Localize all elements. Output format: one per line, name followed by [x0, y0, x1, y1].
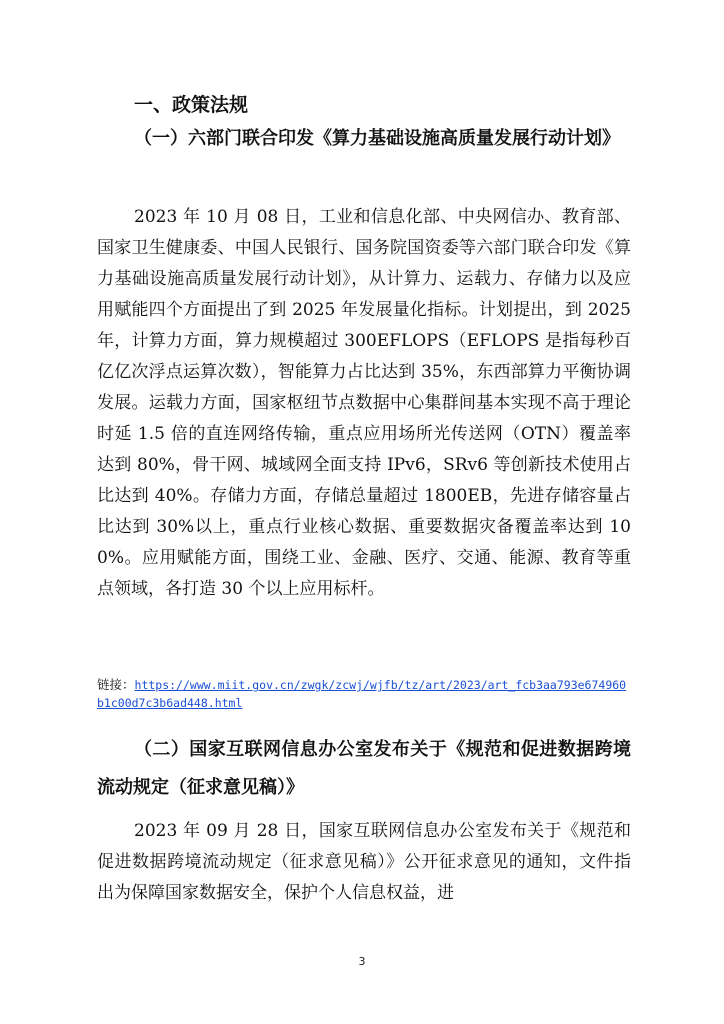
item-1-link-line	[97, 676, 631, 712]
link-label: 链接：	[97, 677, 135, 692]
page-number: 3	[358, 955, 366, 968]
item-1-link[interactable]: https://www.miit.gov.cn/zwgk/zcwj/wjfb/tz/art/2023/art_fcb3aa793e674960b1c00d7c3b6ad448.html	[97, 678, 627, 710]
item-1-heading: （一）六部门联合印发《算力基础设施高质量发展行动计划》	[134, 128, 620, 149]
item-2-heading: （二）国家互联网信息办公室发布关于《规范和促进数据跨境流动规定（征求意见稿）》	[97, 739, 631, 798]
section-title: 一、政策法规	[134, 94, 249, 116]
item-1-paragraph: 2023 年 10 月 08 日，工业和信息化部、中央网信办、教育部、国家卫生健康委、中国人民银行、国务院国资委等六部门联合印发《算力基础设施高质量发展行动计划》，从计算力、运载力、存储力以及应用赋能四个方面提出了到 2025 年发展量化指标。计划提出，到 2025 年，计算力方面，算力规模超过 300EFLOPS（EFLOPS 是指每秒百亿亿次浮点运算次数），智能算力占比达到 35%，东西部算力平衡协调发展。运载力方面，国家枢纽节点数据中心集群间基本实现不高于理论时延 1.5 倍的直连网络传输，重点应用场所光传送网（OTN）覆盖率达到 80%，骨干网、城域网全面支持 IPv6，SRv6 等创新技术使用占比达到 40%。存储力方面，存储总量超过 1800EB，先进存储容量占比达到 30%以上，重点行业核心数据、重要数据灾备覆盖率达到 100%。应用赋能方面，围绕工业、金融、医疗、交通、能源、教育等重点领域，各打造 30 个以上应用标杆。	[97, 207, 631, 599]
item-2-paragraph: 2023 年 09 月 28 日，国家互联网信息办公室发布关于《规范和促进数据跨境流动规定（征求意见稿）》公开征求意见的通知，文件指出为保障国家数据安全，保护个人信息权益，进	[97, 821, 631, 903]
